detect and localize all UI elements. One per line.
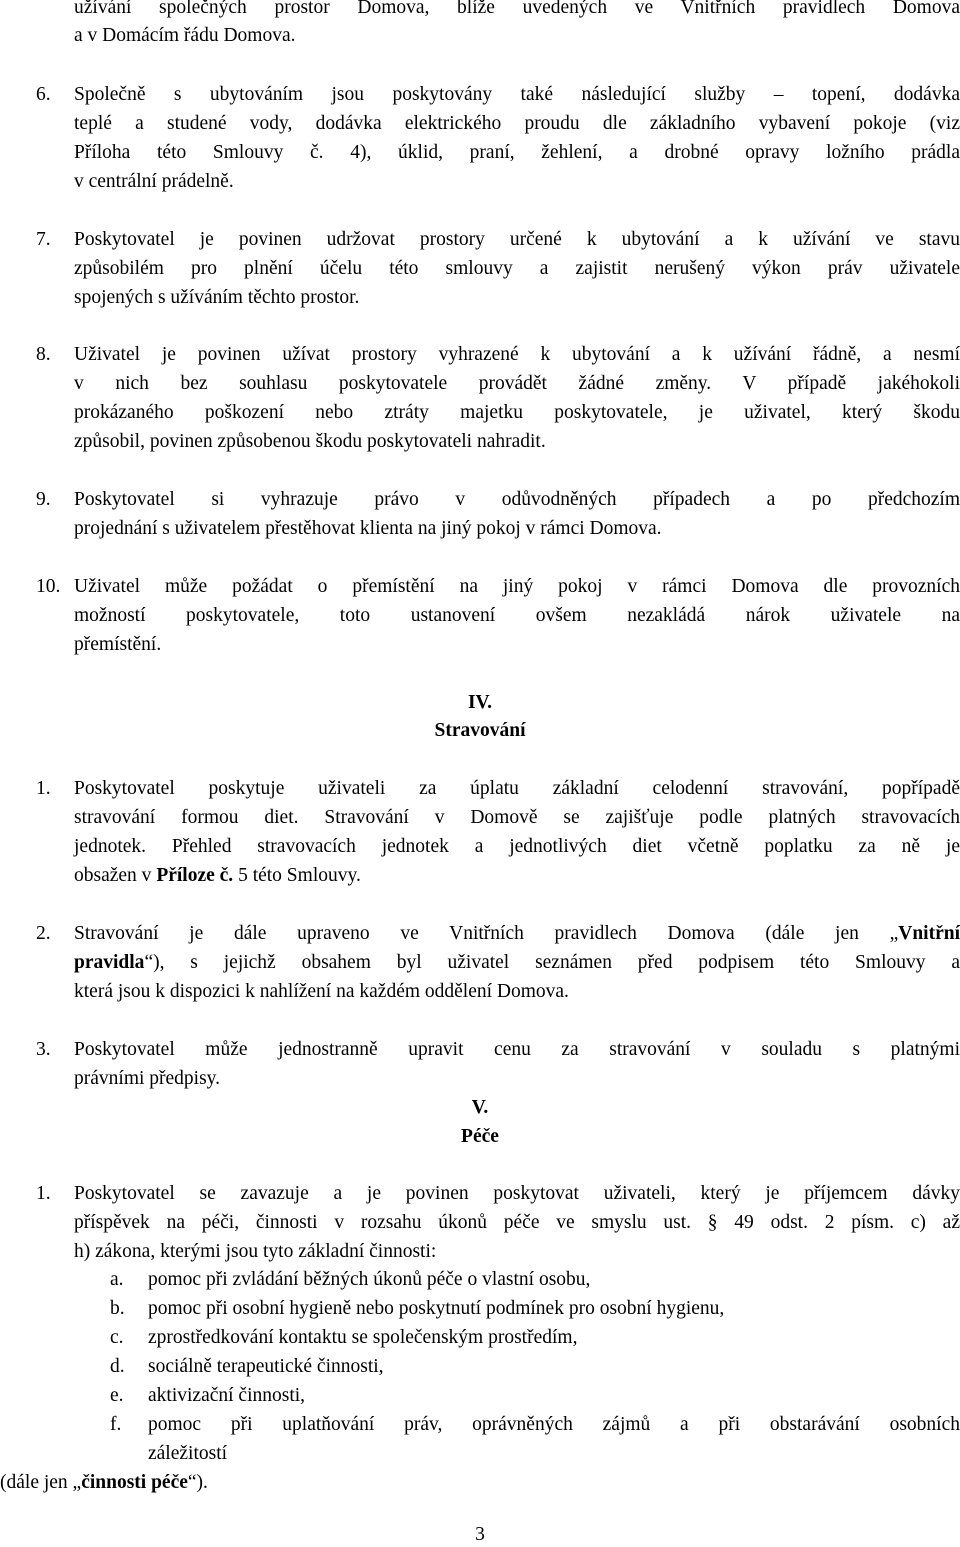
iv-3-line-2: právními předpisy. [74, 1068, 221, 1089]
list-letter: e. [110, 1385, 124, 1406]
care-activities-definition [0, 1469, 208, 1497]
item-number: 3. [36, 1039, 51, 1060]
list-item: pomoc při zvládání běžných úkonů péče o vlastní osobu, [148, 1269, 591, 1290]
list-letter: b. [110, 1298, 125, 1319]
defined-term: pravidla [74, 952, 145, 973]
iv-2-line-2 [74, 949, 960, 977]
v-1-line-2: příspěvek na péči, činnosti v rozsahu úkonů péče ve smyslu ust. § 49 odst. 2 písm. c) až [74, 1212, 960, 1233]
text-run: 5 této Smlouvy. [233, 865, 361, 886]
item-9-line-2: projednání s uživatelem přestěhovat klienta na jiný pokoj v rámci Domova. [74, 518, 662, 539]
item-7-line-1: Poskytovatel je povinen udržovat prostory určené k ubytování a k užívání ve stavu [74, 229, 960, 250]
list-item-continuation: záležitostí [148, 1443, 228, 1464]
list-item: aktivizační činnosti, [148, 1385, 306, 1406]
text-run: Stravování je dále upraveno ve Vnitřních pravidlech Domova (dále jen „ [74, 923, 899, 944]
text-run: (dále jen „ [0, 1472, 82, 1493]
item-6-line-4: v centrální prádelně. [74, 171, 234, 192]
v-1-line-1: Poskytovatel se zavazuje a je povinen poskytovat uživateli, který je příjemcem dávky [74, 1183, 960, 1204]
list-item: zprostředkování kontaktu se společenským prostředím, [148, 1327, 578, 1348]
list-letter: f. [110, 1414, 122, 1435]
item-6-line-1: Společně s ubytováním jsou poskytovány také následující služby – topení, dodávka [74, 84, 960, 105]
item-8-line-1: Uživatel je povinen užívat prostory vyhrazené k ubytování a k užívání řádně, a nesmí [74, 344, 960, 365]
item-number: 8. [36, 344, 51, 365]
item-number: 2. [36, 923, 51, 944]
text-run: “), s jejichž obsahem byl uživatel seznámen před podpisem této Smlouvy a [144, 952, 960, 973]
iv-1-line-4 [74, 862, 361, 890]
list-item: sociálně terapeutické činnosti, [148, 1356, 384, 1377]
item-8-line-3: prokázaného poškození nebo ztráty majetku poskytovatele, je uživatel, který škodu [74, 402, 960, 423]
item-number: 1. [36, 778, 51, 799]
section-v-number: V. [471, 1097, 489, 1118]
list-letter: d. [110, 1356, 125, 1377]
iv-1-line-1: Poskytovatel poskytuje uživateli za úplatu základní celodenní stravování, popřípadě [74, 778, 960, 799]
section-iv-number: IV. [467, 692, 493, 713]
item-number: 7. [36, 229, 51, 250]
iv-3-line-1: Poskytovatel může jednostranně upravit cenu za stravování v souladu s platnými [74, 1039, 960, 1060]
iv-2-line-3: která jsou k dispozici k nahlížení na každém oddělení Domova. [74, 981, 569, 1002]
item-10-line-3: přemístění. [74, 634, 162, 655]
item-10-line-1: Uživatel může požádat o přemístění na jiný pokoj v rámci Domova dle provozních [74, 576, 960, 597]
defined-term: Vnitřní [898, 923, 960, 944]
item-7-line-3: spojených s užíváním těchto prostor. [74, 287, 360, 308]
page-number: 3 [475, 1524, 485, 1545]
defined-term: činnosti péče [81, 1472, 188, 1493]
list-letter: a. [110, 1269, 124, 1290]
intro-line-2: a v Domácím řádu Domova. [74, 25, 296, 46]
section-v-title: Péče [461, 1126, 499, 1147]
list-item: pomoc při uplatňování práv, oprávněných zájmů a při obstarávání osobních [148, 1414, 960, 1435]
annex-reference: Příloze č. [156, 865, 234, 886]
intro-line-1: užívání společných prostor Domova, blíže uvedených ve Vnitřních pravidlech Domova [74, 0, 960, 18]
item-number: 6. [36, 84, 51, 105]
item-7-line-2: způsobilém pro plnění účelu této smlouvy a zajistit nerušený výkon práv uživatele [74, 258, 960, 279]
item-6-line-2: teplé a studené vody, dodávka elektrického proudu dle základního vybavení pokoje (viz [74, 113, 960, 134]
list-letter: c. [110, 1327, 124, 1348]
item-8-line-4: způsobil, povinen způsobenou škodu poskytovateli nahradit. [74, 431, 546, 452]
iv-1-line-3: jednotek. Přehled stravovacích jednotek a jednotlivých diet včetně poplatku za ně je [74, 836, 960, 857]
iv-2-line-1 [74, 920, 960, 948]
section-iv-title: Stravování [434, 720, 526, 741]
text-run: “). [187, 1472, 208, 1493]
item-6-line-3: Příloha této Smlouvy č. 4), úklid, praní, žehlení, a drobné opravy ložního prádla [74, 142, 960, 163]
text-run: obsažen v [74, 865, 157, 886]
list-item: pomoc při osobní hygieně nebo poskytnutí podmínek pro osobní hygienu, [148, 1298, 725, 1319]
item-8-line-2: v nich bez souhlasu poskytovatele provádět žádné změny. V případě jakéhokoli [74, 373, 960, 394]
v-1-line-3: h) zákona, kterými jsou tyto základní činnosti: [74, 1241, 437, 1262]
item-number: 10. [36, 576, 61, 597]
item-number: 1. [36, 1183, 51, 1204]
item-10-line-2: možností poskytovatele, toto ustanovení ovšem nezakládá nárok uživatele na [74, 605, 960, 626]
item-number: 9. [36, 489, 51, 510]
iv-1-line-2: stravování formou diet. Stravování v Domově se zajišťuje podle platných stravovacích [74, 807, 960, 828]
item-9-line-1: Poskytovatel si vyhrazuje právo v odůvodněných případech a po předchozím [74, 489, 960, 510]
